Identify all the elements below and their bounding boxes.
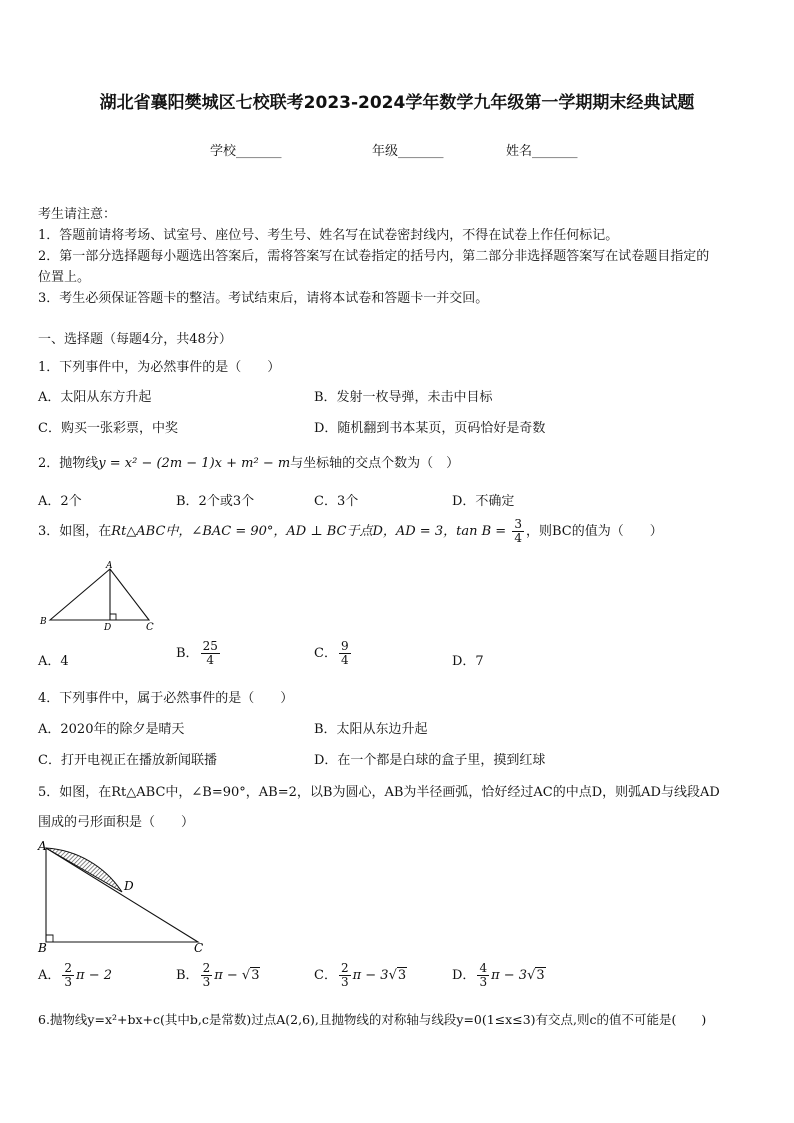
q4-option-b: B．太阳从东边升起 [314, 722, 428, 737]
q4-option-a: A．2020年的除夕是晴天 [38, 722, 185, 737]
q4-option-d: D．在一个都是白球的盒子里，摸到红球 [314, 753, 546, 768]
q5-figure [36, 838, 216, 958]
notice-item: 1．答题前请将考场、试室号、座位号、考生号、姓名写在试卷密封线内，不得在试卷上作任何标记。 [38, 228, 619, 243]
label-b: B [40, 617, 47, 627]
label-d: D [124, 879, 134, 893]
notice-item: 位置上。 [38, 270, 91, 285]
q3-option-b: B． $\frac{25}{4}$ [176, 639, 218, 668]
label-a: A [38, 839, 47, 853]
q1-option-a: A．太阳从东方升起 [38, 390, 152, 405]
notice-item: 2．第一部分选择题每小题选出答案后，需将答案写在试卷指定的括号内，第二部分非选择题答案写在试卷题目指定的 [38, 249, 710, 264]
q2-expression: y = x² − (2m − 1)x + m² − m [98, 456, 291, 471]
q5-stem-line2: 围成的弓形面积是（ ） [38, 815, 195, 830]
triangle-abc [46, 848, 198, 942]
q3-option-d: D．7 [452, 654, 484, 669]
q1-option-c: C．购买一张彩票，中奖 [38, 421, 178, 436]
right-angle-mark [46, 935, 53, 942]
section-heading: 一、选择题（每题4分，共48分） [38, 332, 232, 347]
name-field: 姓名_______ [506, 144, 578, 159]
q2-option-d: D．不确定 [452, 494, 515, 509]
notice-heading: 考生请注意： [38, 207, 117, 222]
label-c: C [146, 622, 154, 632]
q4-stem: 4．下列事件中，属于必然事件的是（ ） [38, 691, 294, 706]
q2-stem: 2．抛物线y = x² − (2m − 1)x + m² − m与坐标轴的交点个数为（ ） [38, 456, 460, 471]
q5-option-d: D． $\frac{4}{3}$ π − 3√3 [452, 961, 545, 990]
q3-triangle-figure [38, 560, 168, 632]
triangle-abc [50, 569, 149, 620]
label-a: A [106, 561, 113, 571]
q5-option-c: C． $\frac{2}{3}$ π − 3√3 [314, 961, 407, 990]
q4-option-c: C．打开电视正在播放新闻联播 [38, 753, 217, 768]
q5-stem-line1: 5．如图，在Rt△ABC中，∠B=90°，AB=2，以B为圆心，AB为半径画弧，恰好经过AC的中点D，则弧AD与线段AD [38, 785, 720, 800]
q1-option-b: B．发射一枚导弹，未击中目标 [314, 390, 493, 405]
q5-option-a: A． $\frac{2}{3}$ π − 2 [38, 961, 113, 990]
notice-item: 3．考生必须保证答题卡的整洁。考试结束后，请将本试卷和答题卡一并交回。 [38, 291, 489, 306]
q2-option-a: A．2个 [38, 494, 82, 509]
q3-tan-fraction: $\frac{3}{4}$ [514, 517, 522, 546]
label-c: C [194, 941, 204, 955]
page-title: 湖北省襄阳樊城区七校联考2023-2024学年数学九年级第一学期期末经典试题 [99, 93, 695, 113]
school-field: 学校_______ [210, 144, 282, 159]
q1-stem: 1．下列事件中，为必然事件的是（ ） [38, 360, 281, 375]
grade-field: 年级_______ [372, 144, 444, 159]
q6-stem: 6.抛物线y=x²+bx+c(其中b,c是常数)过点A(2,6),且抛物线的对称轴与线段y=0(1≤x≤3)有交点,则c的值不可能是( ) [38, 1012, 707, 1027]
q3-stem: 3．如图，在Rt△ABC中，∠BAC = 90°，AD ⊥ BC于点D，AD = 3，tan B = $\frac{3}{4}$ ，则BC的值为（ ） [38, 517, 663, 546]
q3-option-a: A．4 [38, 654, 69, 669]
q2-option-b: B．2个或3个 [176, 494, 255, 509]
q3-option-c: C． $\frac{9}{4}$ [314, 639, 349, 668]
label-b: B [38, 941, 47, 955]
q1-option-d: D．随机翻到书本某页，页码恰好是奇数 [314, 421, 546, 436]
q5-option-b: B． $\frac{2}{3}$ π − √3 [176, 961, 260, 990]
q2-option-c: C．3个 [314, 494, 359, 509]
right-angle-mark [110, 614, 116, 620]
label-d: D [104, 623, 112, 632]
